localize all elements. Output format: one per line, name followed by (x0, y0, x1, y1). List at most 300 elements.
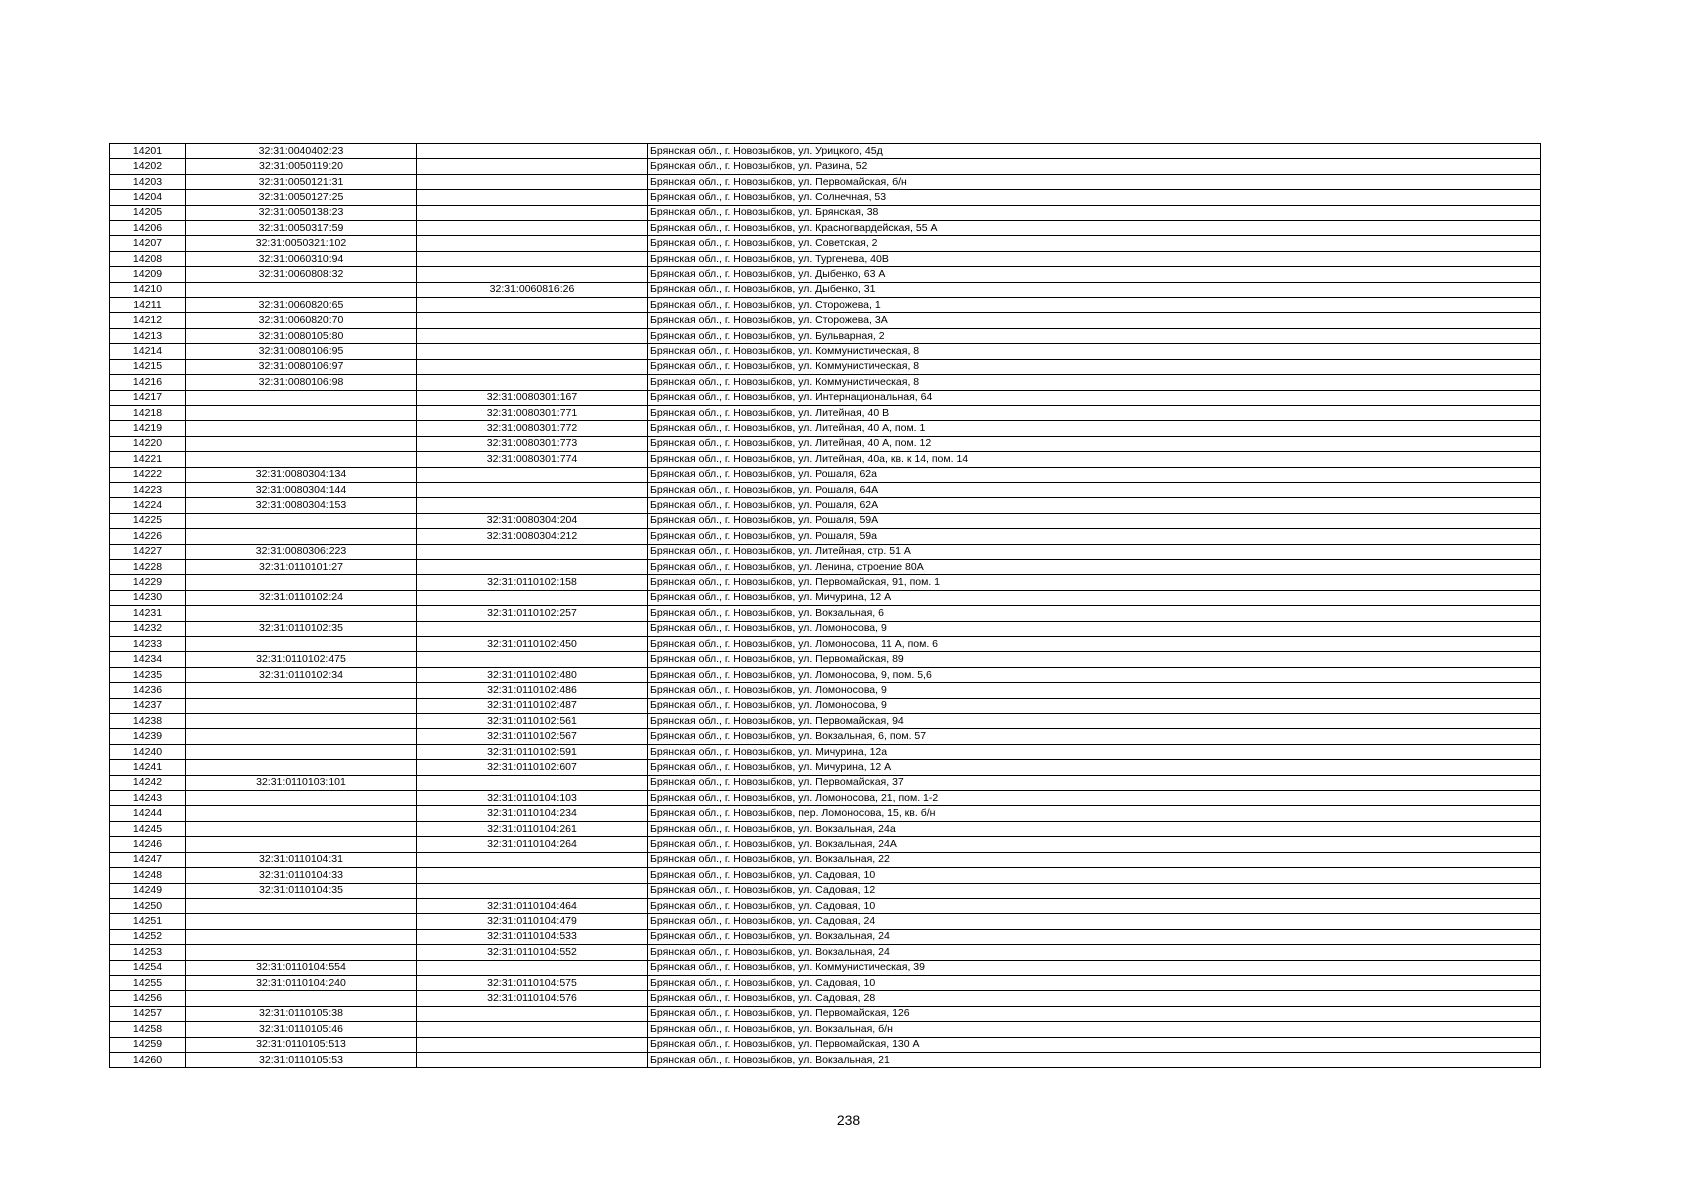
address-cell: Брянская обл., г. Новозыбков, ул. Солнечная, 53 (648, 190, 1541, 205)
row-number: 14224 (110, 498, 186, 513)
table-row (110, 298, 1541, 313)
cadastral-number-alt-cell: 32:31:0110102:257 (417, 606, 648, 621)
cadastral-number-alt-cell (417, 621, 648, 636)
cadastral-number-cell (186, 744, 417, 759)
address-cell: Брянская обл., г. Новозыбков, ул. Коммунистическая, 8 (648, 375, 1541, 390)
table-row (110, 405, 1541, 420)
address-cell: Брянская обл., г. Новозыбков, ул. Коммунистическая, 8 (648, 359, 1541, 374)
cadastral-number-alt-cell (417, 144, 648, 159)
cadastral-number-alt-cell: 32:31:0110102:591 (417, 744, 648, 759)
cadastral-number-cell: 32:31:0050317:59 (186, 221, 417, 236)
row-number: 14217 (110, 390, 186, 405)
address-cell: Брянская обл., г. Новозыбков, ул. Вокзальная, 22 (648, 852, 1541, 867)
cadastral-number-alt-cell (417, 375, 648, 390)
address-cell: Брянская обл., г. Новозыбков, ул. Рошаля, 59а (648, 529, 1541, 544)
address-cell: Брянская обл., г. Новозыбков, ул. Интернациональная, 64 (648, 390, 1541, 405)
address-cell: Брянская обл., г. Новозыбков, ул. Садовая, 10 (648, 975, 1541, 990)
row-number: 14248 (110, 868, 186, 883)
cadastral-number-cell: 32:31:0060808:32 (186, 267, 417, 282)
row-number: 14254 (110, 960, 186, 975)
cadastral-number-alt-cell: 32:31:0080301:774 (417, 452, 648, 467)
address-cell: Брянская обл., г. Новозыбков, ул. Садовая, 28 (648, 991, 1541, 1006)
address-cell: Брянская обл., г. Новозыбков, ул. Мичурина, 12 А (648, 760, 1541, 775)
address-cell: Брянская обл., г. Новозыбков, ул. Ленина, строение 80А (648, 559, 1541, 574)
cadastral-number-alt-cell: 32:31:0110102:486 (417, 683, 648, 698)
cadastral-number-alt-cell: 32:31:0110104:464 (417, 898, 648, 913)
address-cell: Брянская обл., г. Новозыбков, ул. Вокзальная, б/н (648, 1022, 1541, 1037)
address-cell: Брянская обл., г. Новозыбков, ул. Первомайская, 91, пом. 1 (648, 575, 1541, 590)
row-number: 14243 (110, 791, 186, 806)
cadastral-number-cell (186, 390, 417, 405)
address-cell: Брянская обл., г. Новозыбков, ул. Коммунистическая, 39 (648, 960, 1541, 975)
table-row (110, 436, 1541, 451)
cadastral-number-alt-cell: 32:31:0080301:772 (417, 421, 648, 436)
cadastral-number-cell (186, 513, 417, 528)
cadastral-number-cell (186, 698, 417, 713)
cadastral-number-cell (186, 898, 417, 913)
table-row (110, 236, 1541, 251)
row-number: 14250 (110, 898, 186, 913)
address-cell: Брянская обл., г. Новозыбков, ул. Литейная, 40а, кв. к 14, пом. 14 (648, 452, 1541, 467)
row-number: 14245 (110, 821, 186, 836)
row-number: 14216 (110, 375, 186, 390)
table-row (110, 529, 1541, 544)
row-number: 14251 (110, 914, 186, 929)
row-number: 14240 (110, 744, 186, 759)
cadastral-number-cell (186, 436, 417, 451)
cadastral-number-alt-cell: 32:31:0110104:103 (417, 791, 648, 806)
cadastral-number-alt-cell (417, 544, 648, 559)
row-number: 14220 (110, 436, 186, 451)
address-cell: Брянская обл., г. Новозыбков, ул. Ломоносова, 9 (648, 683, 1541, 698)
cadastral-number-cell: 32:31:0080105:80 (186, 328, 417, 343)
row-number: 14228 (110, 559, 186, 574)
table-row (110, 575, 1541, 590)
table-row (110, 221, 1541, 236)
cadastral-number-alt-cell (417, 298, 648, 313)
table-row (110, 991, 1541, 1006)
table-row (110, 975, 1541, 990)
cadastral-number-cell: 32:31:0080304:144 (186, 482, 417, 497)
cadastral-number-cell: 32:31:0080304:153 (186, 498, 417, 513)
row-number: 14249 (110, 883, 186, 898)
row-number: 14259 (110, 1037, 186, 1052)
cadastral-number-cell: 32:31:0080106:98 (186, 375, 417, 390)
table-row (110, 282, 1541, 297)
cadastral-number-alt-cell (417, 960, 648, 975)
address-cell: Брянская обл., г. Новозыбков, ул. Ломоносова, 9 (648, 698, 1541, 713)
address-cell: Брянская обл., г. Новозыбков, ул. Рошаля, 59А (648, 513, 1541, 528)
table-row (110, 652, 1541, 667)
table-row (110, 714, 1541, 729)
table-row (110, 590, 1541, 605)
cadastral-number-alt-cell (417, 205, 648, 220)
row-number: 14229 (110, 575, 186, 590)
cadastral-number-alt-cell (417, 174, 648, 189)
table-row (110, 344, 1541, 359)
address-cell: Брянская обл., г. Новозыбков, ул. Первомайская, 89 (648, 652, 1541, 667)
cadastral-number-cell: 32:31:0110102:475 (186, 652, 417, 667)
table-row (110, 945, 1541, 960)
cadastral-number-alt-cell: 32:31:0080304:212 (417, 529, 648, 544)
cadastral-number-cell: 32:31:0060310:94 (186, 251, 417, 266)
cadastral-number-cell (186, 637, 417, 652)
cadastral-number-alt-cell: 32:31:0110102:561 (417, 714, 648, 729)
cadastral-number-alt-cell (417, 482, 648, 497)
cadastral-number-cell (186, 760, 417, 775)
table-row (110, 606, 1541, 621)
cadastral-number-cell (186, 991, 417, 1006)
row-number: 14236 (110, 683, 186, 698)
row-number: 14234 (110, 652, 186, 667)
cadastral-number-alt-cell: 32:31:0110102:487 (417, 698, 648, 713)
table-row (110, 421, 1541, 436)
address-cell: Брянская обл., г. Новозыбков, ул. Садовая, 10 (648, 868, 1541, 883)
cadastral-number-cell: 32:31:0060820:70 (186, 313, 417, 328)
address-cell: Брянская обл., г. Новозыбков, ул. Литейная, 40 А, пом. 1 (648, 421, 1541, 436)
table-row (110, 375, 1541, 390)
table-row (110, 205, 1541, 220)
cadastral-number-alt-cell: 32:31:0110104:479 (417, 914, 648, 929)
cadastral-number-alt-cell (417, 328, 648, 343)
cadastral-number-cell (186, 405, 417, 420)
row-number: 14207 (110, 236, 186, 251)
address-cell: Брянская обл., г. Новозыбков, ул. Первомайская, 37 (648, 775, 1541, 790)
row-number: 14225 (110, 513, 186, 528)
address-cell: Брянская обл., г. Новозыбков, ул. Ломоносова, 21, пом. 1-2 (648, 791, 1541, 806)
table-row (110, 821, 1541, 836)
address-cell: Брянская обл., г. Новозыбков, ул. Мичурина, 12а (648, 744, 1541, 759)
address-cell: Брянская обл., г. Новозыбков, ул. Вокзальная, 6 (648, 606, 1541, 621)
cadastral-number-cell: 32:31:0060820:65 (186, 298, 417, 313)
cadastral-number-alt-cell: 32:31:0080301:167 (417, 390, 648, 405)
address-cell: Брянская обл., г. Новозыбков, ул. Литейная, стр. 51 А (648, 544, 1541, 559)
cadastral-number-cell: 32:31:0110105:53 (186, 1052, 417, 1067)
table-row (110, 1006, 1541, 1021)
cadastral-number-alt-cell: 32:31:0110104:575 (417, 975, 648, 990)
address-cell: Брянская обл., г. Новозыбков, ул. Вокзальная, 24 (648, 945, 1541, 960)
cadastral-number-cell: 32:31:0050321:102 (186, 236, 417, 251)
address-cell: Брянская обл., г. Новозыбков, ул. Рошаля, 64А (648, 482, 1541, 497)
address-cell: Брянская обл., г. Новозыбков, ул. Вокзальная, 21 (648, 1052, 1541, 1067)
cadastral-number-cell: 32:31:0050121:31 (186, 174, 417, 189)
table-row (110, 390, 1541, 405)
cadastral-number-alt-cell (417, 652, 648, 667)
cadastral-number-alt-cell: 32:31:0110104:264 (417, 837, 648, 852)
row-number: 14215 (110, 359, 186, 374)
row-number: 14246 (110, 837, 186, 852)
address-cell: Брянская обл., г. Новозыбков, ул. Вокзальная, 24а (648, 821, 1541, 836)
row-number: 14210 (110, 282, 186, 297)
row-number: 14219 (110, 421, 186, 436)
cadastral-number-alt-cell: 32:31:0110104:576 (417, 991, 648, 1006)
cadastral-number-alt-cell: 32:31:0110102:607 (417, 760, 648, 775)
cadastral-number-cell (186, 945, 417, 960)
address-cell: Брянская обл., г. Новозыбков, ул. Урицкого, 45д (648, 144, 1541, 159)
cadastral-number-cell: 32:31:0050127:25 (186, 190, 417, 205)
cadastral-number-cell (186, 714, 417, 729)
table-row (110, 482, 1541, 497)
table-row (110, 190, 1541, 205)
cadastral-number-cell (186, 837, 417, 852)
table-row (110, 698, 1541, 713)
row-number: 14201 (110, 144, 186, 159)
cadastral-number-cell: 32:31:0110105:38 (186, 1006, 417, 1021)
table-row (110, 760, 1541, 775)
row-number: 14211 (110, 298, 186, 313)
row-number: 14241 (110, 760, 186, 775)
table-row (110, 251, 1541, 266)
address-cell: Брянская обл., г. Новозыбков, пер. Ломоносова, 15, кв. б/н (648, 806, 1541, 821)
table-row (110, 791, 1541, 806)
address-cell: Брянская обл., г. Новозыбков, ул. Ломоносова, 9, пом. 5,6 (648, 667, 1541, 682)
cadastral-number-alt-cell: 32:31:0110104:552 (417, 945, 648, 960)
row-number: 14238 (110, 714, 186, 729)
row-number: 14252 (110, 929, 186, 944)
cadastral-number-alt-cell (417, 159, 648, 174)
cadastral-number-alt-cell: 32:31:0110104:234 (417, 806, 648, 821)
row-number: 14253 (110, 945, 186, 960)
page-number: 238 (836, 1112, 861, 1128)
table-row (110, 806, 1541, 821)
cadastral-number-alt-cell: 32:31:0060816:26 (417, 282, 648, 297)
table-row (110, 683, 1541, 698)
cadastral-number-cell (186, 575, 417, 590)
cadastral-number-cell (186, 806, 417, 821)
address-cell: Брянская обл., г. Новозыбков, ул. Коммунистическая, 8 (648, 344, 1541, 359)
address-cell: Брянская обл., г. Новозыбков, ул. Первомайская, 126 (648, 1006, 1541, 1021)
table-row (110, 837, 1541, 852)
table-row (110, 313, 1541, 328)
table-row (110, 174, 1541, 189)
table-row (110, 328, 1541, 343)
cadastral-number-alt-cell: 32:31:0110102:158 (417, 575, 648, 590)
cadastral-number-cell (186, 821, 417, 836)
table-row (110, 467, 1541, 482)
cadastral-number-cell: 32:31:0110102:35 (186, 621, 417, 636)
row-number: 14247 (110, 852, 186, 867)
cadastral-number-cell (186, 452, 417, 467)
address-cell: Брянская обл., г. Новозыбков, ул. Первомайская, 130 А (648, 1037, 1541, 1052)
address-cell: Брянская обл., г. Новозыбков, ул. Садовая, 10 (648, 898, 1541, 913)
row-number: 14231 (110, 606, 186, 621)
cadastral-number-alt-cell: 32:31:0080301:771 (417, 405, 648, 420)
address-cell: Брянская обл., г. Новозыбков, ул. Вокзальная, 6, пом. 57 (648, 729, 1541, 744)
address-cell: Брянская обл., г. Новозыбков, ул. Первомайская, б/н (648, 174, 1541, 189)
table-row (110, 1052, 1541, 1067)
table-row (110, 852, 1541, 867)
cadastral-number-alt-cell (417, 1052, 648, 1067)
cadastral-number-cell: 32:31:0050138:23 (186, 205, 417, 220)
table-row (110, 929, 1541, 944)
cadastral-number-cell (186, 529, 417, 544)
table-row (110, 544, 1541, 559)
cadastral-number-alt-cell (417, 313, 648, 328)
address-cell: Брянская обл., г. Новозыбков, ул. Вокзальная, 24А (648, 837, 1541, 852)
cadastral-number-alt-cell (417, 236, 648, 251)
cadastral-number-cell: 32:31:0110104:240 (186, 975, 417, 990)
cadastral-number-alt-cell (417, 868, 648, 883)
table-row (110, 159, 1541, 174)
table-row (110, 1037, 1541, 1052)
cadastral-number-alt-cell (417, 1022, 648, 1037)
table-row (110, 621, 1541, 636)
cadastral-number-alt-cell (417, 251, 648, 266)
cadastral-number-cell: 32:31:0050119:20 (186, 159, 417, 174)
address-cell: Брянская обл., г. Новозыбков, ул. Ломоносова, 9 (648, 621, 1541, 636)
cadastral-number-cell (186, 929, 417, 944)
row-number: 14226 (110, 529, 186, 544)
row-number: 14233 (110, 637, 186, 652)
row-number: 14235 (110, 667, 186, 682)
table-row (110, 267, 1541, 282)
cadastral-number-cell: 32:31:0110103:101 (186, 775, 417, 790)
address-cell: Брянская обл., г. Новозыбков, ул. Вокзальная, 24 (648, 929, 1541, 944)
row-number: 14212 (110, 313, 186, 328)
table-row (110, 559, 1541, 574)
cadastral-number-alt-cell: 32:31:0080304:204 (417, 513, 648, 528)
table-row (110, 775, 1541, 790)
table-row (110, 883, 1541, 898)
cadastral-number-alt-cell: 32:31:0110104:533 (417, 929, 648, 944)
table-row (110, 667, 1541, 682)
table-row (110, 1022, 1541, 1037)
row-number: 14202 (110, 159, 186, 174)
cadastral-number-alt-cell (417, 498, 648, 513)
row-number: 14206 (110, 221, 186, 236)
table-row (110, 729, 1541, 744)
row-number: 14222 (110, 467, 186, 482)
cadastral-number-cell: 32:31:0110105:513 (186, 1037, 417, 1052)
row-number: 14213 (110, 328, 186, 343)
row-number: 14239 (110, 729, 186, 744)
cadastral-number-alt-cell (417, 883, 648, 898)
address-cell: Брянская обл., г. Новозыбков, ул. Ломоносова, 11 А, пом. 6 (648, 637, 1541, 652)
table-row (110, 898, 1541, 913)
address-cell: Брянская обл., г. Новозыбков, ул. Литейная, 40 В (648, 405, 1541, 420)
address-cell: Брянская обл., г. Новозыбков, ул. Сторожева, 1 (648, 298, 1541, 313)
row-number: 14223 (110, 482, 186, 497)
table-row (110, 914, 1541, 929)
cadastral-number-alt-cell (417, 221, 648, 236)
row-number: 14204 (110, 190, 186, 205)
row-number: 14203 (110, 174, 186, 189)
address-cell: Брянская обл., г. Новозыбков, ул. Сторожева, 3А (648, 313, 1541, 328)
row-number: 14209 (110, 267, 186, 282)
cadastral-number-cell: 32:31:0080306:223 (186, 544, 417, 559)
address-cell: Брянская обл., г. Новозыбков, ул. Садовая, 24 (648, 914, 1541, 929)
cadastral-number-alt-cell (417, 344, 648, 359)
cadastral-number-cell: 32:31:0080106:97 (186, 359, 417, 374)
cadastral-number-alt-cell (417, 852, 648, 867)
table-row (110, 498, 1541, 513)
cadastral-number-cell: 32:31:0110104:31 (186, 852, 417, 867)
row-number: 14221 (110, 452, 186, 467)
row-number: 14237 (110, 698, 186, 713)
cadastral-number-cell (186, 282, 417, 297)
cadastral-number-cell: 32:31:0110102:34 (186, 667, 417, 682)
cadastral-number-alt-cell (417, 1037, 648, 1052)
table-row (110, 513, 1541, 528)
cadastral-number-cell: 32:31:0080106:95 (186, 344, 417, 359)
row-number: 14230 (110, 590, 186, 605)
row-number: 14255 (110, 975, 186, 990)
address-cell: Брянская обл., г. Новозыбков, ул. Рошаля, 62а (648, 467, 1541, 482)
address-cell: Брянская обл., г. Новозыбков, ул. Садовая, 12 (648, 883, 1541, 898)
cadastral-number-cell: 32:31:0040402:23 (186, 144, 417, 159)
address-cell: Брянская обл., г. Новозыбков, ул. Первомайская, 94 (648, 714, 1541, 729)
address-cell: Брянская обл., г. Новозыбков, ул. Литейная, 40 А, пом. 12 (648, 436, 1541, 451)
row-number: 14218 (110, 405, 186, 420)
cadastral-table (109, 143, 1541, 1068)
table-body (110, 144, 1541, 1068)
table-row (110, 144, 1541, 159)
table-row (110, 452, 1541, 467)
cadastral-number-cell (186, 729, 417, 744)
row-number: 14256 (110, 991, 186, 1006)
cadastral-number-cell: 32:31:0110101:27 (186, 559, 417, 574)
cadastral-number-alt-cell (417, 775, 648, 790)
address-cell: Брянская обл., г. Новозыбков, ул. Бульварная, 2 (648, 328, 1541, 343)
table-row (110, 868, 1541, 883)
cadastral-number-cell (186, 606, 417, 621)
row-number: 14227 (110, 544, 186, 559)
cadastral-number-alt-cell: 32:31:0110104:261 (417, 821, 648, 836)
address-cell: Брянская обл., г. Новозыбков, ул. Тургенева, 40В (648, 251, 1541, 266)
cadastral-number-cell: 32:31:0080304:134 (186, 467, 417, 482)
row-number: 14244 (110, 806, 186, 821)
cadastral-number-alt-cell (417, 267, 648, 282)
cadastral-number-cell (186, 791, 417, 806)
cadastral-number-cell (186, 683, 417, 698)
row-number: 14232 (110, 621, 186, 636)
cadastral-number-cell: 32:31:0110102:24 (186, 590, 417, 605)
cadastral-number-alt-cell: 32:31:0110102:480 (417, 667, 648, 682)
cadastral-number-alt-cell (417, 190, 648, 205)
address-cell: Брянская обл., г. Новозыбков, ул. Советская, 2 (648, 236, 1541, 251)
table-row (110, 359, 1541, 374)
cadastral-number-cell: 32:31:0110104:33 (186, 868, 417, 883)
address-cell: Брянская обл., г. Новозыбков, ул. Дыбенко, 63 А (648, 267, 1541, 282)
address-cell: Брянская обл., г. Новозыбков, ул. Рошаля, 62А (648, 498, 1541, 513)
row-number: 14260 (110, 1052, 186, 1067)
address-cell: Брянская обл., г. Новозыбков, ул. Дыбенко, 31 (648, 282, 1541, 297)
row-number: 14208 (110, 251, 186, 266)
row-number: 14257 (110, 1006, 186, 1021)
row-number: 14205 (110, 205, 186, 220)
cadastral-number-alt-cell (417, 467, 648, 482)
row-number: 14258 (110, 1022, 186, 1037)
cadastral-number-cell: 32:31:0110104:554 (186, 960, 417, 975)
cadastral-number-alt-cell (417, 1006, 648, 1021)
address-cell: Брянская обл., г. Новозыбков, ул. Разина, 52 (648, 159, 1541, 174)
address-cell: Брянская обл., г. Новозыбков, ул. Мичурина, 12 А (648, 590, 1541, 605)
cadastral-number-cell (186, 914, 417, 929)
cadastral-number-alt-cell (417, 590, 648, 605)
cadastral-number-cell (186, 421, 417, 436)
table-row (110, 744, 1541, 759)
cadastral-number-alt-cell: 32:31:0080301:773 (417, 436, 648, 451)
cadastral-number-alt-cell: 32:31:0110102:450 (417, 637, 648, 652)
cadastral-number-cell: 32:31:0110104:35 (186, 883, 417, 898)
row-number: 14214 (110, 344, 186, 359)
table-row (110, 960, 1541, 975)
cadastral-number-alt-cell: 32:31:0110102:567 (417, 729, 648, 744)
address-cell: Брянская обл., г. Новозыбков, ул. Брянская, 38 (648, 205, 1541, 220)
cadastral-number-alt-cell (417, 559, 648, 574)
cadastral-number-cell: 32:31:0110105:46 (186, 1022, 417, 1037)
address-cell: Брянская обл., г. Новозыбков, ул. Красногвардейская, 55 А (648, 221, 1541, 236)
